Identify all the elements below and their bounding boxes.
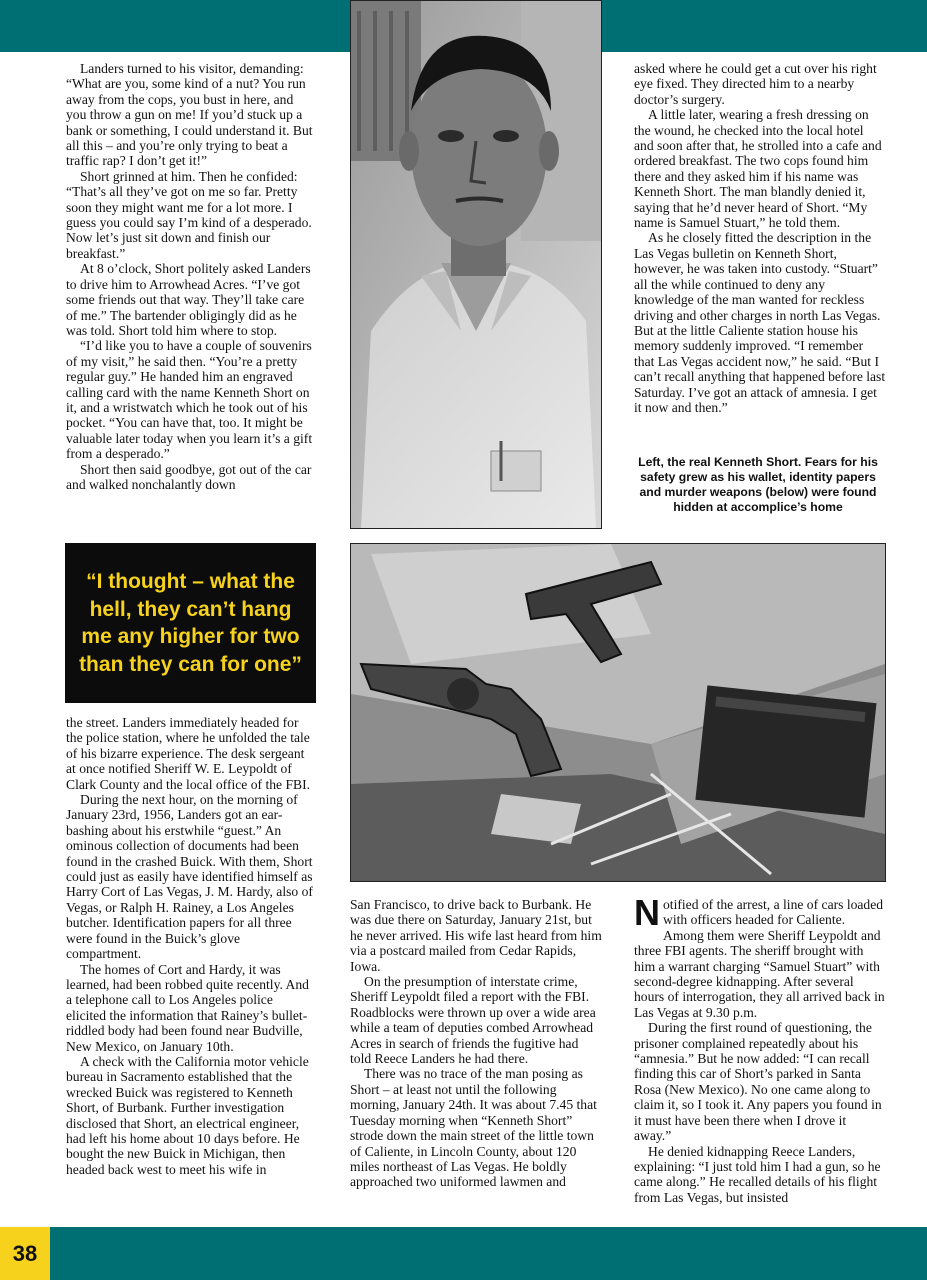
- weapons-photo: [350, 543, 886, 882]
- paragraph: At 8 o’clock, Short politely asked Landers to drive him to Arrowhead Acres. “I’ve got some friends out that way. They’ll take care of me.” The bartender obligingly did as he was told. Short told him where to stop.: [66, 261, 311, 338]
- pull-quote: [65, 543, 316, 703]
- paragraph: A little later, wearing a fresh dressing on the wound, he checked into the local hotel and soon after that, he strolled into a cafe and ordered breakfast. The two cops found him there and they asked him if his name was Kenneth Short. The man blandly denied it, saying that he’d never heard of Short. “My name is Samuel Stuart,” he told them.: [634, 107, 882, 231]
- paragraph: He denied kidnapping Reece Landers, explaining: “I just told him I had a gun, so he came along.” He recalled details of his flight from Las Vegas, but insisted: [634, 1143, 881, 1205]
- column-2-bottom: [350, 897, 602, 1190]
- paragraph: A check with the California motor vehicle bureau in Sacramento established that the wrecked Buick was registered to Kenneth Short, of Burbank. Further investigation disclosed that Short, an electrical engineer, had left his home about 10 days before. He bought the new Buick in Michigan, then headed back west to meet his wife in: [66, 1053, 309, 1177]
- paragraph: Landers turned to his visitor, demanding: “What are you, some kind of a nut? You run away from the cops, you bust in here, and you throw a gun on me! If you’d stuck up a bank or something, I could understand it. But all this – and you’re only trying to beat a traffic rap? I don’t get it!”: [66, 61, 313, 169]
- paragraph: asked where he could get a cut over his right eye fixed. They directed him to a nearby doctor’s surgery.: [634, 61, 877, 107]
- paragraph-text: otified of the arrest, a line of cars loaded with officers headed for Caliente. Among them were Sheriff Leypoldt and three FBI agents. The sheriff brought with him a warrant charging “Samuel Stuart” with second-degree kidnapping. After several hours of interrogation, they all arrived back in Las Vegas at 9.30 p.m.: [634, 897, 885, 1020]
- photo-caption: Left, the real Kenneth Short. Fears for his safety grew as his wallet, identity papers and murder weapons (below) were found hidden at accomplice’s home: [638, 455, 878, 514]
- paragraph: [634, 892, 886, 1020]
- drop-cap: N: [634, 892, 660, 933]
- column-3-top: [634, 61, 886, 415]
- column-1-top: [66, 61, 316, 492]
- paragraph: Short then said goodbye, got out of the car and walked nonchalantly down: [66, 461, 312, 492]
- paragraph: the street. Landers immediately headed for the police station, where he unfolded the tale of his bizarre experience. The desk sergeant at once notified Sheriff W. E. Leypoldt of Clark County and the local office of the FBI.: [66, 715, 311, 792]
- paragraph: On the presumption of interstate crime, Sheriff Leypoldt filed a report with the FBI. Roadblocks were thrown up over a wide area while a team of deputies combed Arrowhead Acres in search of friends the fugitive had told Reece Landers he had there.: [350, 974, 596, 1067]
- paragraph: During the first round of questioning, the prisoner complained repeatedly about his “amnesia.” But he now added: “I can recall finding this car of Short’s parked in Santa Rosa (New Mexico). No one came along to claim it, so I took it. Any papers you found in it must have been there when I drove it away.”: [634, 1020, 882, 1144]
- portrait-photo: [350, 0, 602, 529]
- paragraph: Short grinned at him. Then he confided: “That’s all they’ve got on me so far. Pretty soon they might want me for a lot more. I guess you could say I’m kind of a desperado. Now let’s just sit down and finish our breakfast.”: [66, 168, 312, 261]
- paragraph: The homes of Cort and Hardy, it was learned, had been robbed quite recently. And a telephone call to Los Angeles police elicited the information that Rainey’s bullet-riddled body had been found near Budville, New Mexico, on January 10th.: [66, 961, 309, 1054]
- pull-quote-text: “I thought – what the hell, they can’t hang me any higher for two than they can for one”: [79, 570, 302, 676]
- bottom-color-band: [0, 1227, 927, 1280]
- paragraph: There was no trace of the man posing as Short – at least not until the following morning, January 24th. It was about 7.45 that Tuesday morning when “Kenneth Short” strode down the main street of the little town of Caliente, in Lincoln County, about 120 miles northeast of Las Vegas. He boldly approached two uniformed lawmen and: [350, 1066, 597, 1190]
- paragraph: During the next hour, on the morning of January 23rd, 1956, Landers got an ear-bashing about his erstwhile “guest.” An ominous collection of documents had been found in the crashed Buick. With them, Short could just as easily have identified himself as Harry Cort of Las Vegas, J. M. Hardy, also of Vegas, or Ralph H. Rainey, a Los Angeles butcher. Identification papers for all three were found in the Buick’s glove compartment.: [66, 792, 313, 962]
- paragraph: San Francisco, to drive back to Burbank. He was due there on Saturday, January 21st, but he never arrived. His wife last heard from him via a postcard mailed from Cedar Rapids, Iowa.: [350, 897, 602, 974]
- paragraph: “I’d like you to have a couple of souvenirs of my visit,” he said then. “You’re a pretty regular guy.” He handed him an engraved calling card with the name Kenneth Short on it, and a wristwatch which he took out of his pocket. “You can have that, too. It might be valuable later today when you learn it’s a gift from a desperado.”: [66, 338, 313, 462]
- column-1-bottom: [66, 715, 316, 1177]
- page-number: 38: [0, 1227, 50, 1280]
- column-3-bottom: [634, 892, 886, 1205]
- paragraph: As he closely fitted the description in the Las Vegas bulletin on Kenneth Short, however, he was taken into custody. “Stuart” all the while continued to deny any knowledge of the man wanted for reckless driving and other charges in north Las Vegas. But at the little Caliente station house his memory suddenly improved. “I remember that Las Vegas accident now,” he said. “But I can’t recall anything that happened before last Saturday. I’ve got an attack of amnesia. I get it now and then.”: [634, 230, 886, 415]
